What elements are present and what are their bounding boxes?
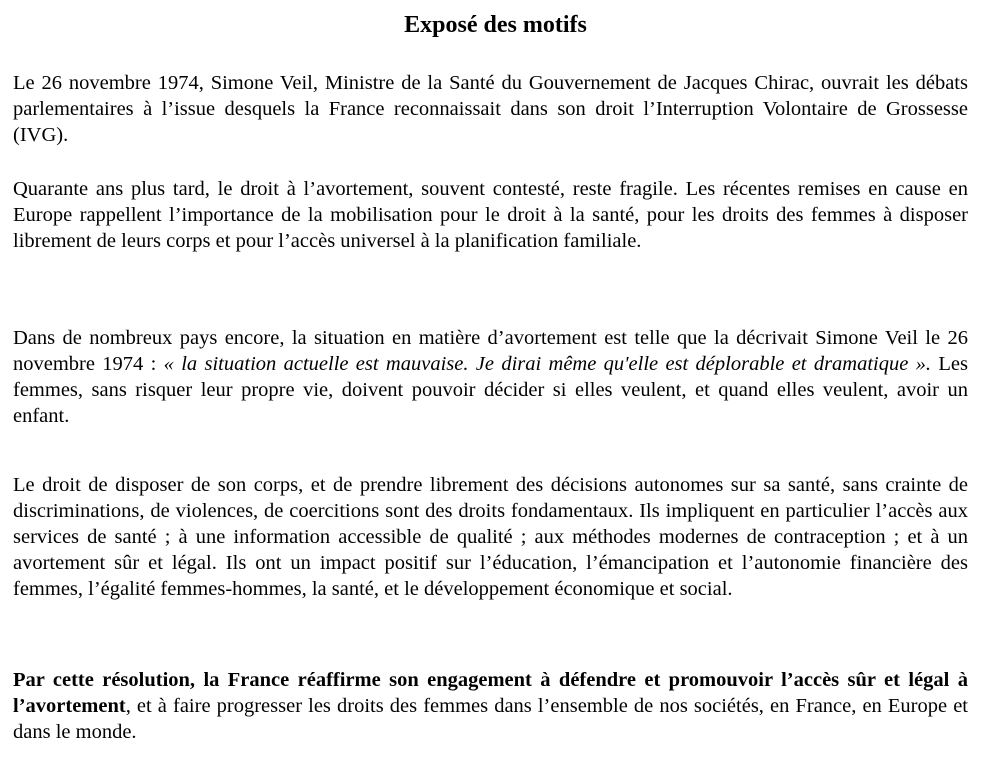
document-title: Exposé des motifs — [404, 12, 587, 38]
paragraph-5-rest: , et à faire progresser les droits des femmes dans l’ensemble de nos sociétés, en France, en Europe et dans le monde. — [13, 695, 968, 743]
paragraph-2: Quarante ans plus tard, le droit à l’avortement, souvent contesté, reste fragile. Les récentes remises en cause en Europe rappellent l’importance de la mobilisation pour le droit à la santé, pour les droits des femmes à disposer librement de leurs corps et pour l’accès universel à la planification familiale. — [13, 178, 968, 252]
simone-veil-quote: « la situation actuelle est mauvaise. Je dirai même qu'elle est déplorable et dramatique ». — [163, 353, 932, 375]
paragraph-4: Le droit de disposer de son corps, et de prendre librement des décisions autonomes sur sa santé, sans crainte de discriminations, de violences, de coercitions sont des droits fondamentaux. Ils impliquent en particulier l’accès aux services de santé ; à une information accessible de qualité ; aux méthodes modernes de contraception ; et à un avortement sûr et légal. Ils ont un impact positif sur l’éducation, l’émancipation et l’autonomie financière des femmes, l’égalité femmes-hommes, la santé, et le développement économique et social. — [13, 474, 968, 600]
paragraph-3-outro: Les femmes, sans risquer leur propre vie, doivent pouvoir décider si elles veulent, et quand elles veulent, avoir un enfant. — [13, 353, 968, 427]
paragraph-3-intro: Dans de nombreux pays encore, la situation en matière d’avortement est telle que la décrivait Simone Veil le 26 novembre 1974 : — [13, 327, 968, 375]
resolution-statement: Par cette résolution, la France réaffirme son engagement à défendre et promouvoir l’accès sûr et légal à l’avortement — [13, 669, 968, 717]
paragraph-1: Le 26 novembre 1974, Simone Veil, Ministre de la Santé du Gouvernement de Jacques Chirac, ouvrait les débats parlementaires à l’issue desquels la France reconnaissait dans son droit l’Interruption Volontaire de Grossesse (IVG). — [13, 72, 968, 146]
paragraph-5 — [13, 667, 968, 745]
paragraph-3 — [13, 325, 968, 429]
